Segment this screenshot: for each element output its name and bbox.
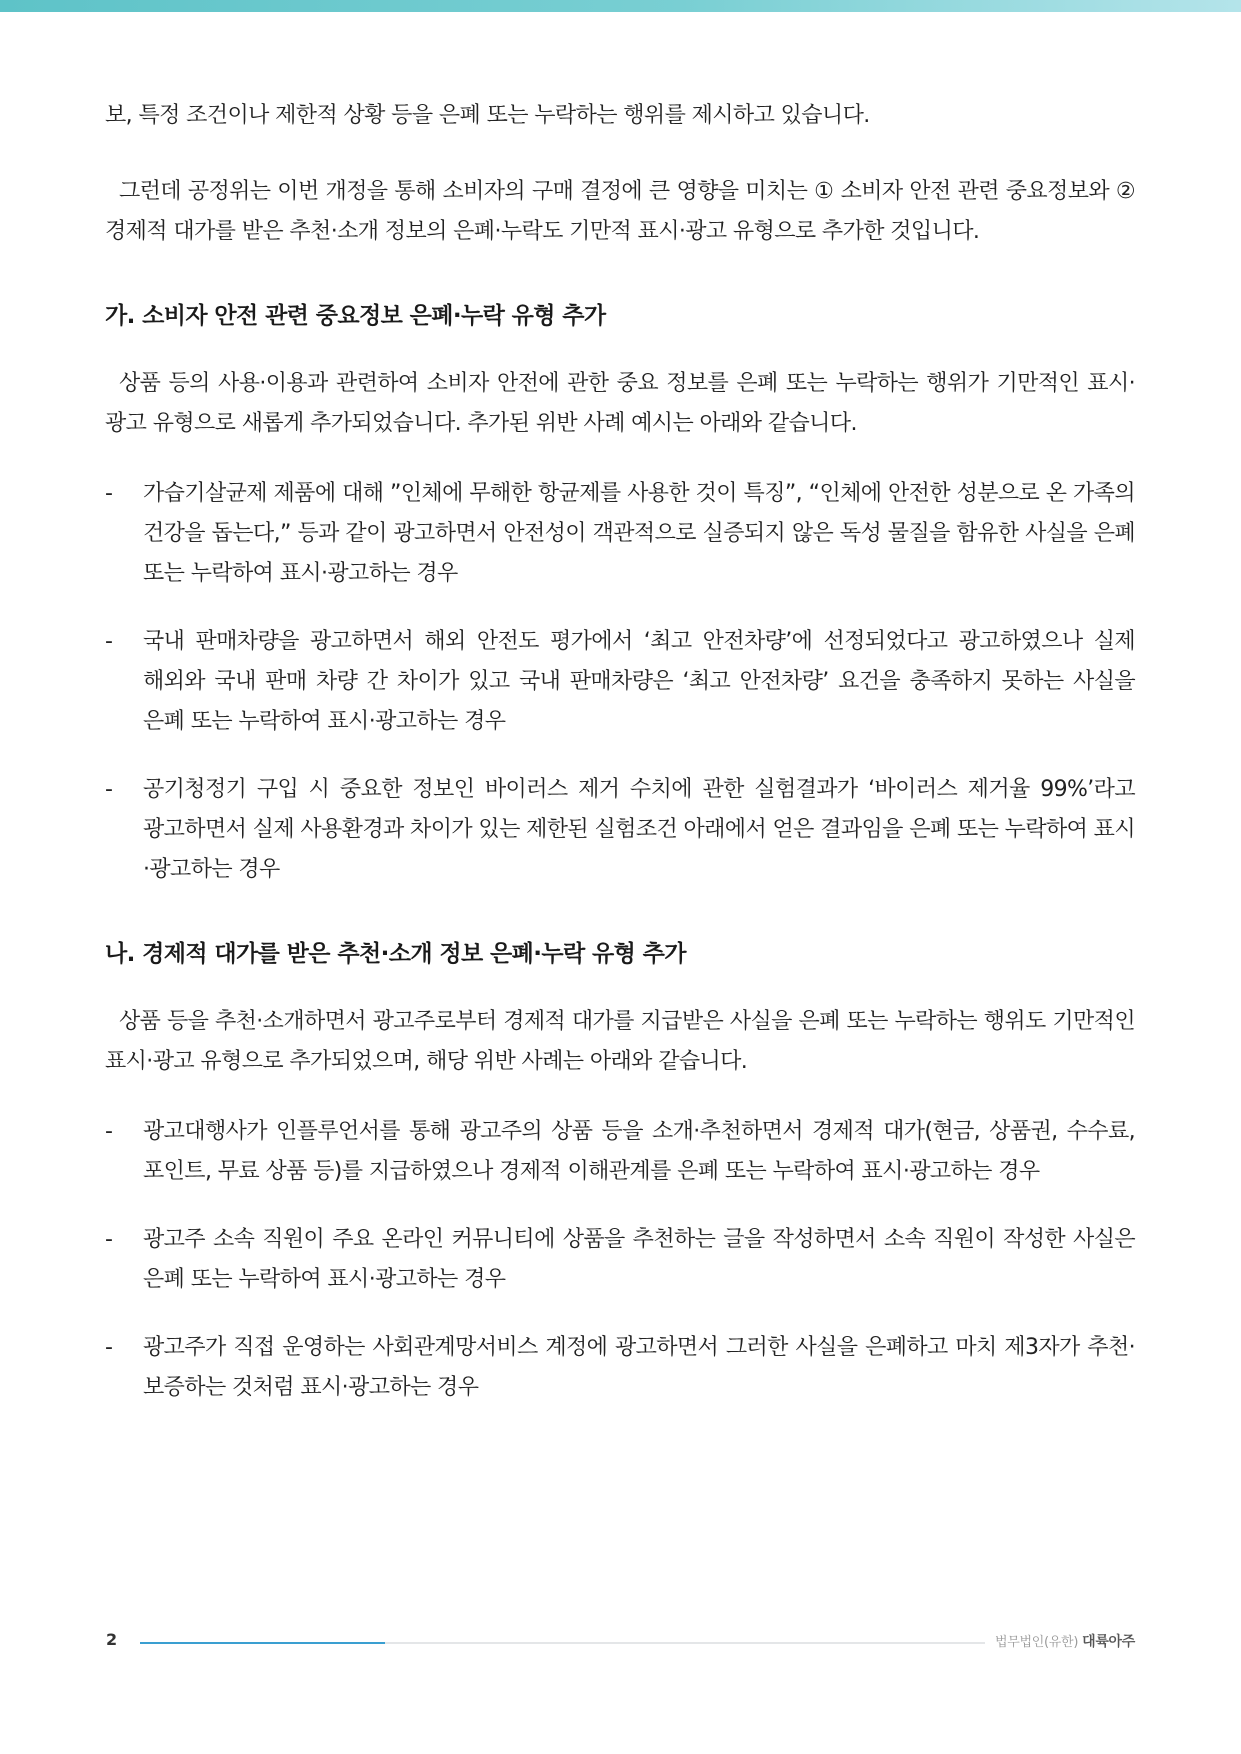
firm-name	[995, 1631, 1135, 1651]
page-number: 2	[106, 1630, 118, 1649]
document-body	[105, 96, 1135, 1408]
firm-prefix: 법무법인(유한)	[995, 1635, 1079, 1650]
list-item-text: 가습기살균제 제품에 대해 ”인체에 무해한 항균제를 사용한 것이 특징”, “인체에 안전한 성분으로 온 가족의 건강을 돕는다,” 등과 같이 광고하면서 안전성이 객관적으로 실증되지 않은 독성 물질을 함유한 사실을 은폐 또는 누락하여 표시·광고하는 경우	[143, 481, 1135, 586]
page-progress-bar	[140, 1642, 385, 1644]
firm-brand-logo: 대륙아주	[1082, 1634, 1135, 1650]
list-item-text: 공기청정기 구입 시 중요한 정보인 바이러스 제거 수치에 관한 실험결과가 ‘바이러스 제거율 99%’라고 광고하면서 실제 사용환경과 차이가 있는 제한된 실험조건 아래에서 얻은 결과임을 은폐 또는 누락하여 표시·광고하는 경우	[143, 777, 1135, 882]
section-economic-benefit	[105, 934, 1135, 1408]
list-item	[105, 1112, 1135, 1192]
intro-paragraph-continued: 보, 특정 조건이나 제한적 상황 등을 은폐 또는 누락하는 행위를 제시하고 있습니다.	[105, 103, 870, 128]
top-accent-bar	[0, 0, 1241, 12]
section-heading-economic-benefit: 나. 경제적 대가를 받은 추천·소개 정보 은폐·누락 유형 추가	[105, 941, 686, 967]
section-heading-consumer-safety: 가. 소비자 안전 관련 중요정보 은폐·누락 유형 추가	[105, 303, 606, 329]
page-footer	[0, 1626, 1241, 1666]
dash-bullet: -	[105, 1119, 113, 1144]
dash-bullet: -	[105, 481, 113, 506]
list-item-text: 국내 판매차량을 광고하면서 해외 안전도 평가에서 ‘최고 안전차량’에 선정되었다고 광고하였으나 실제 해외와 국내 판매 차량 간 차이가 있고 국내 판매차량은 ‘최고 안전차량’ 요건을 충족하지 못하는 사실을 은폐 또는 누락하여 표시·광고하는 경우	[143, 629, 1135, 734]
dash-bullet: -	[105, 629, 113, 654]
list-item	[105, 622, 1135, 742]
footer-divider	[140, 1642, 985, 1644]
list-item-text: 광고대행사가 인플루언서를 통해 광고주의 상품 등을 소개·추천하면서 경제적 대가(현금, 상품권, 수수료, 포인트, 무료 상품 등)를 지급하였으나 경제적 이해관계를 은폐 또는 누락하여 표시·광고하는 경우	[143, 1119, 1135, 1184]
list-item-text: 광고주 소속 직원이 주요 온라인 커뮤니티에 상품을 추천하는 글을 작성하면서 소속 직원이 작성한 사실은 은폐 또는 누락하여 표시·광고하는 경우	[143, 1227, 1135, 1292]
section-body-economic-benefit: 상품 등을 추천·소개하면서 광고주로부터 경제적 대가를 지급받은 사실을 은폐 또는 누락하는 행위도 기만적인 표시·광고 유형으로 추가되었으며, 해당 위반 사례는 아래와 같습니다.	[105, 1009, 1135, 1074]
violation-examples-list	[105, 474, 1135, 890]
violation-examples-list	[105, 1112, 1135, 1408]
intro-paragraph-amendment: 그런데 공정위는 이번 개정을 통해 소비자의 구매 결정에 큰 영향을 미치는 ① 소비자 안전 관련 중요정보와 ② 경제적 대가를 받은 추천·소개 정보의 은폐·누락도 기만적 표시·광고 유형으로 추가한 것입니다.	[105, 179, 1135, 244]
list-item	[105, 474, 1135, 594]
list-item	[105, 770, 1135, 890]
section-consumer-safety	[105, 296, 1135, 890]
list-item	[105, 1220, 1135, 1300]
dash-bullet: -	[105, 777, 113, 802]
section-body-consumer-safety: 상품 등의 사용·이용과 관련하여 소비자 안전에 관한 중요 정보를 은폐 또는 누락하는 행위가 기만적인 표시·광고 유형으로 새롭게 추가되었습니다. 추가된 위반 사례 예시는 아래와 같습니다.	[105, 371, 1135, 436]
list-item	[105, 1328, 1135, 1408]
dash-bullet: -	[105, 1227, 113, 1252]
list-item-text: 광고주가 직접 운영하는 사회관계망서비스 계정에 광고하면서 그러한 사실을 은폐하고 마치 제3자가 추천·보증하는 것처럼 표시·광고하는 경우	[143, 1335, 1135, 1400]
dash-bullet: -	[105, 1335, 113, 1360]
